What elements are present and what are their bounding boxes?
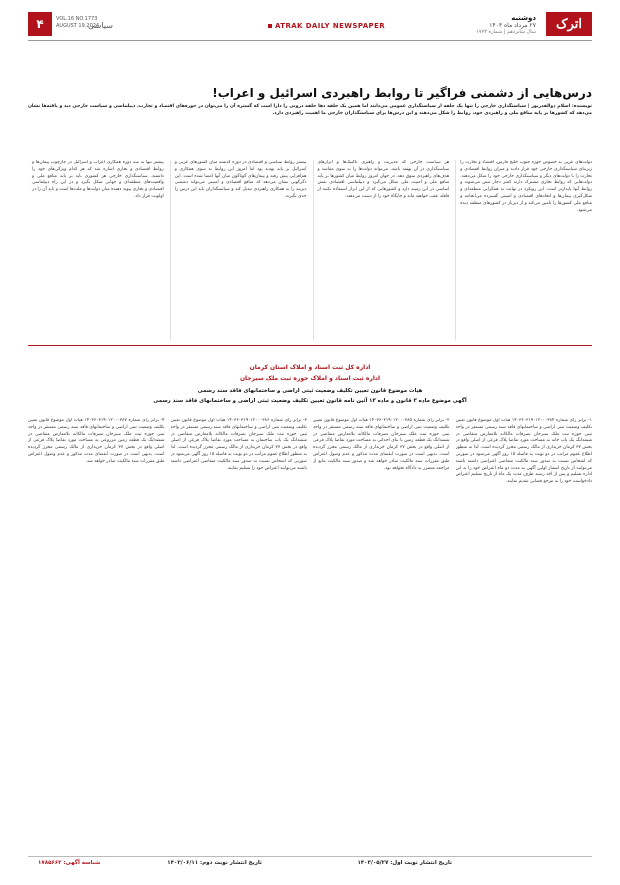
- masthead: [28, 12, 592, 36]
- issue-date: ۲۷ مرداد ماه ۱۴۰۳: [489, 22, 536, 29]
- ad-id: شناسه آگهی: ۱۷۸۵۶۶۲: [38, 860, 101, 866]
- article-column: بیشتر روابط سیاسی و اقتصادی در دوره گذشته میان کشورهای عربی و اسرائیل بر پایه تهدید بود اما امروز این روابط به سوی همکاری و هم‌افزایی پیش رفته و پیمان‌های گوناگون میان آنها امضا شده است. این دگرگونی نشان می‌دهد که منافع اقتصادی و امنیتی می‌تواند دشمنی دیرینه را به همکاری راهبردی تبدیل کند و سیاستگذاران باید این درس را جدی بگیرند.: [170, 160, 307, 340]
- notice-columns: [28, 418, 592, 848]
- notice-title: آگهی موضوع ماده ۳ قانون و ماده ۱۳ آئین نامه قانون تعیین تکلیف وضعیت ثبتی اراضی و ساختمانهای فاقد سند رسمی: [153, 398, 467, 404]
- article-headline: درس‌هایی از دشمنی فراگیر تا روابط راهبردی اسرائیل و اعراب!: [212, 86, 592, 100]
- footer-divider: [28, 856, 592, 857]
- notice-header: [28, 364, 592, 404]
- volume-info: [56, 16, 99, 30]
- section-name: سیاسی: [88, 21, 113, 30]
- notice-org: اداره کل ثبت اسناد و املاک استان کرمان: [249, 364, 371, 371]
- page-number: ۴: [28, 12, 52, 36]
- first-publication-date: تاریخ انتشار نوبت اول: ۱۴۰۳/۰۵/۲۷: [357, 860, 452, 866]
- issue-number: سال شانزدهم | شماره ۱۷۷۳: [476, 29, 536, 35]
- notice-column: ۳- برابر رای شماره ۱۴۰۳۶۰۳۱۹۰۱۲۰۰۰۳۸۶ هیات اول موضوع قانون تعیین تکلیف وضعیت ثبتی اراضی و ساختمانهای فاقد سند رسمی مستقر در واحد ثبتی حوزه ثبت ملک سیرجان تصرفات مالکانه بلامعارض متقاضی در ششدانگ یک باب ساختمان به مساحت مورد تقاضا پلاک فرعی از اصلی واقع در بخش ۳۷ کرمان خریداری از مالک رسمی محرز گردیده است. لذا به منظور اطلاع عموم مراتب در دو نوبت به فاصله ۱۵ روز آگهی می‌شود در صورتی که اشخاص نسبت به صدور سند مالکیت متقاضی اعتراضی داشته باشند می‌توانند اعتراض خود را تسلیم نمایند.: [170, 418, 307, 471]
- article-lead: نویسنده: اسلام ذوالقدرپور | سیاستگذاری خارجی را تنها یک حلقه از سیاستگذاری عمومی می‌دانند اما همین یک حلقه دها حلقه درونی را دارا است که گستره آن را می‌توان در حوزه‌های اقتصاد و تجارت، دیپلماسی و سیاست خارجی دید و یافته‌ها نشان می‌دهد که کشورها بر پایه منافع ملی و راهبردی خود، روابط را شکل می‌دهند و این درس‌ها برای سیاستگذاران خارجی ما اهمیت راهبردی دارد.: [28, 104, 592, 116]
- second-publication-date: تاریخ انتشار نوبت دوم: ۱۴۰۳/۰۶/۱۱: [167, 860, 262, 866]
- notice-column: ۴- برابر رای شماره ۱۴۰۳۶۰۳۱۹۰۱۲۰۰۰۳۸۷ هیات اول موضوع قانون تعیین تکلیف وضعیت ثبتی اراضی و ساختمانهای فاقد سند رسمی مستقر در واحد ثبتی حوزه ثبت ملک سیرجان تصرفات مالکانه بلامعارض متقاضی در ششدانگ یک قطعه زمین مزروعی به مساحت مورد تقاضا پلاک فرعی از اصلی واقع در بخش ۳۷ کرمان خریداری از مالک رسمی محرز گردیده است. بدیهی است در صورت انقضای مدت مذکور و عدم وصول اعتراض طبق مقررات سند مالکیت صادر خواهد شد.: [28, 418, 165, 464]
- section-divider: [28, 345, 592, 346]
- date-en: AUGUST 19.2024: [56, 23, 100, 29]
- volume-line: VOL.16 NO.1773: [56, 16, 98, 22]
- notice-board: هیات موضوع قانون تعیین تکلیف وضعیت ثبتی اراضی و ساختمانهای فاقد سند رسمی: [197, 388, 423, 394]
- article-column: دولت‌های عربی به خصوص حوزه جنوب خلیج فارس، اقتصاد و تجارت را زیربنای سیاستگذاری خارجی خود قرار دادند و میزان روابط اقتصادی و تجارت را با دولت‌های دیگر و سیاستگذاری خارجی خود را شکل می‌دهند. دولت‌هایی که روابط تجاری مشترک دارند کمتر دچار تنش می‌شوند و روابط آنها پایدارتر است. این رویکرد در نهایت به همگرایی منطقه‌ای و شکل‌گیری پیمان‌ها و اتحادهای اقتصادی و امنیتی گسترده می‌انجامد و منافع ملی کشورها را تامین می‌کند و از دیرباز در کشورهای منطقه دیده می‌شود.: [455, 160, 592, 340]
- issue-day: دوشنبه: [511, 14, 536, 22]
- article-column: هر سیاست خارجی که مدیریت و راهبری تاکتیک‌ها و ابزارهای سیاستگذاری در آن نهفته باشد، می‌تواند دولت‌ها را به سوی مقاصد و هدف‌های راهبردی سوق دهد. در جهان امروز روابط میان کشورها بر پایه منافع ملی و امنیت ملی شکل می‌گیرد و دیپلماسی اقتصادی نقش اساسی در این زمینه دارد و کشورهایی که از این ابزار استفاده نکنند از قافله عقب خواهند ماند و جایگاه خود را از دست می‌دهند.: [313, 160, 450, 340]
- top-divider: [28, 40, 592, 41]
- paper-name: ATRAK DAILY NEWSPAPER: [268, 22, 385, 30]
- notice-footer: [28, 860, 592, 870]
- article-column: پیشتر تنها به سه دوره همکاری اعراب و اسرائیل در چارچوب پیمان‌ها و روابط اقتصادی و تجاری اشاره شد که هر کدام ویژگی‌های خود را داشتند. سیاستگذاری خارجی هر کشوری باید بر پایه منافع ملی و واقعیت‌های منطقه‌ای و جهانی شکل بگیرد و در این راه دیپلماسی اقتصادی و تجاری پیوند دهنده میان دولت‌ها و ملت‌ها است و باید آن را در اولویت قرار داد.: [32, 160, 164, 199]
- notice-column: ۱- برابر رای شماره ۱۴۰۳۶۰۳۱۹۰۱۲۰۰۰۳۸۴ هیات اول موضوع قانون تعیین تکلیف وضعیت ثبتی اراضی و ساختمانهای فاقد سند رسمی مستقر در واحد ثبتی حوزه ثبت ملک سیرجان تصرفات مالکانه بلامعارض متقاضی در ششدانگ یک باب خانه به مساحت مورد تقاضا پلاک فرعی از اصلی واقع در بخش ۳۷ کرمان خریداری از مالک رسمی محرز گردیده است. لذا به منظور اطلاع عموم مراتب در دو نوبت به فاصله ۱۵ روز آگهی می‌شود در صورتی که اشخاص نسبت به صدور سند مالکیت متقاضی اعتراضی داشته باشند می‌توانند از تاریخ انتشار اولین آگهی به مدت دو ماه اعتراض خود را به این اداره تسلیم و پس از اخذ رسید ظرف مدت یک ماه از تاریخ تسلیم اعتراض دادخواست خود را به مرجع قضایی تقدیم نمایند.: [455, 418, 592, 485]
- notice-office: اداره ثبت اسناد و املاک حوزه ثبت ملک سیرجان: [239, 375, 381, 382]
- article-columns: [28, 160, 592, 340]
- date-block: [476, 14, 536, 35]
- newspaper-logo: اترک: [546, 12, 592, 36]
- notice-column: ۲- برابر رای شماره ۱۴۰۳۶۰۳۱۹۰۱۲۰۰۰۳۸۵ هیات اول موضوع قانون تعیین تکلیف وضعیت ثبتی اراضی و ساختمانهای فاقد سند رسمی مستقر در واحد ثبتی حوزه ثبت ملک سیرجان تصرفات مالکانه بلامعارض متقاضی در ششدانگ یک قطعه زمین با بنای احداثی به مساحت مورد تقاضا پلاک فرعی از اصلی واقع در بخش ۳۷ کرمان خریداری از مالک رسمی محرز گردیده است. بدیهی است در صورت انقضای مدت مذکور و عدم وصول اعتراض طبق مقررات سند مالکیت صادر خواهد شد و صدور سند مالکیت مانع از مراجعه متضرر به دادگاه نخواهد بود.: [313, 418, 450, 471]
